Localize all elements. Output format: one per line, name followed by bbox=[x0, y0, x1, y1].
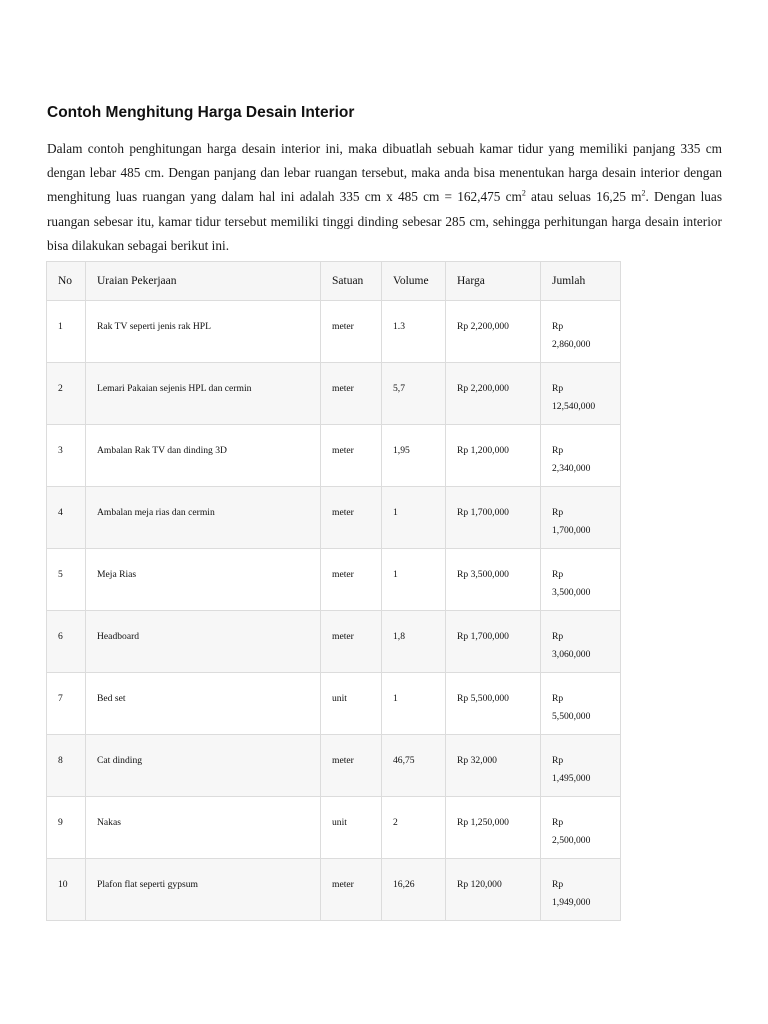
cell-jumlah bbox=[541, 797, 621, 859]
cell-satuan: unit bbox=[321, 673, 382, 735]
intro-superscript-1: 2 bbox=[521, 188, 526, 198]
cell-satuan: meter bbox=[321, 363, 382, 425]
jumlah-value: 1,495,000 bbox=[552, 773, 591, 784]
cell-uraian: Bed set bbox=[86, 673, 321, 735]
jumlah-value: 1,700,000 bbox=[552, 525, 591, 536]
cell-harga: Rp 1,250,000 bbox=[446, 797, 541, 859]
cell-volume: 16,26 bbox=[382, 859, 446, 921]
table-row bbox=[47, 673, 621, 735]
header-satuan: Satuan bbox=[321, 262, 382, 301]
intro-paragraph bbox=[47, 137, 722, 258]
cell-no: 9 bbox=[47, 797, 86, 859]
intro-text-part3: . Dengan luas ruangan sebesar itu, kamar tidur tersebut memiliki tinggi dinding sebesar 285 cm, sehingga perhitungan harga desain interior bisa dilakukan sebagai berikut ini. bbox=[47, 189, 722, 253]
cell-jumlah bbox=[541, 363, 621, 425]
cell-volume: 1,8 bbox=[382, 611, 446, 673]
cell-uraian: Ambalan meja rias dan cermin bbox=[86, 487, 321, 549]
cell-satuan: unit bbox=[321, 797, 382, 859]
table-row bbox=[47, 425, 621, 487]
table-row bbox=[47, 301, 621, 363]
cell-uraian: Cat dinding bbox=[86, 735, 321, 797]
jumlah-currency: Rp bbox=[552, 569, 564, 580]
cell-satuan: meter bbox=[321, 611, 382, 673]
cell-jumlah bbox=[541, 611, 621, 673]
cell-jumlah bbox=[541, 487, 621, 549]
table-row bbox=[47, 735, 621, 797]
cell-volume: 2 bbox=[382, 797, 446, 859]
table-row bbox=[47, 363, 621, 425]
jumlah-value: 2,860,000 bbox=[552, 339, 591, 350]
intro-superscript-2: 2 bbox=[641, 188, 646, 198]
cell-no: 4 bbox=[47, 487, 86, 549]
cell-no: 6 bbox=[47, 611, 86, 673]
jumlah-value: 3,060,000 bbox=[552, 649, 591, 660]
jumlah-value: 12,540,000 bbox=[552, 401, 596, 412]
cell-uraian: Meja Rias bbox=[86, 549, 321, 611]
intro-text-part1: Dalam contoh penghitungan harga desain interior ini, maka dibuatlah sebuah kamar tidur yang memiliki panjang 335 cm dengan lebar 485 cm. Dengan panjang dan lebar ruangan tersebut, maka anda bisa menentukan harga desain interior dengan menghitung luas ruangan yang dalam hal ini adalah 335 cm x 485 cm = 162,475 cm bbox=[47, 141, 722, 205]
cell-volume: 5,7 bbox=[382, 363, 446, 425]
cell-volume: 1 bbox=[382, 673, 446, 735]
cell-uraian: Plafon flat seperti gypsum bbox=[86, 859, 321, 921]
cell-harga: Rp 3,500,000 bbox=[446, 549, 541, 611]
table-row bbox=[47, 487, 621, 549]
jumlah-currency: Rp bbox=[552, 445, 564, 456]
jumlah-currency: Rp bbox=[552, 383, 564, 394]
cell-uraian: Nakas bbox=[86, 797, 321, 859]
cell-harga: Rp 2,200,000 bbox=[446, 363, 541, 425]
cell-jumlah bbox=[541, 735, 621, 797]
header-no: No bbox=[47, 262, 86, 301]
cell-no: 8 bbox=[47, 735, 86, 797]
cost-table bbox=[46, 261, 621, 921]
jumlah-currency: Rp bbox=[552, 879, 564, 890]
intro-text-part2: atau seluas 16,25 m bbox=[525, 189, 642, 205]
jumlah-currency: Rp bbox=[552, 693, 564, 704]
cell-satuan: meter bbox=[321, 487, 382, 549]
cell-harga: Rp 1,700,000 bbox=[446, 611, 541, 673]
cell-harga: Rp 5,500,000 bbox=[446, 673, 541, 735]
cell-jumlah bbox=[541, 673, 621, 735]
cell-jumlah bbox=[541, 859, 621, 921]
cell-volume: 1,95 bbox=[382, 425, 446, 487]
header-volume: Volume bbox=[382, 262, 446, 301]
header-uraian: Uraian Pekerjaan bbox=[86, 262, 321, 301]
cell-satuan: meter bbox=[321, 735, 382, 797]
table-row bbox=[47, 549, 621, 611]
cell-no: 7 bbox=[47, 673, 86, 735]
cell-harga: Rp 1,700,000 bbox=[446, 487, 541, 549]
jumlah-value: 5,500,000 bbox=[552, 711, 591, 722]
page-title: Contoh Menghitung Harga Desain Interior bbox=[47, 104, 355, 121]
cell-uraian: Headboard bbox=[86, 611, 321, 673]
header-harga: Harga bbox=[446, 262, 541, 301]
cell-harga: Rp 120,000 bbox=[446, 859, 541, 921]
cell-satuan: meter bbox=[321, 549, 382, 611]
cell-uraian: Ambalan Rak TV dan dinding 3D bbox=[86, 425, 321, 487]
cell-satuan: meter bbox=[321, 425, 382, 487]
cell-harga: Rp 1,200,000 bbox=[446, 425, 541, 487]
cell-satuan: meter bbox=[321, 301, 382, 363]
jumlah-currency: Rp bbox=[552, 321, 564, 332]
header-jumlah: Jumlah bbox=[541, 262, 621, 301]
cell-no: 10 bbox=[47, 859, 86, 921]
jumlah-value: 2,500,000 bbox=[552, 835, 591, 846]
jumlah-currency: Rp bbox=[552, 817, 564, 828]
cell-volume: 1 bbox=[382, 487, 446, 549]
jumlah-currency: Rp bbox=[552, 631, 564, 642]
table-row bbox=[47, 611, 621, 673]
cell-no: 1 bbox=[47, 301, 86, 363]
cell-uraian: Rak TV seperti jenis rak HPL bbox=[86, 301, 321, 363]
cell-volume: 46,75 bbox=[382, 735, 446, 797]
cell-jumlah bbox=[541, 301, 621, 363]
table-row bbox=[47, 797, 621, 859]
table-row bbox=[47, 859, 621, 921]
cell-jumlah bbox=[541, 549, 621, 611]
jumlah-value: 3,500,000 bbox=[552, 587, 591, 598]
cell-no: 2 bbox=[47, 363, 86, 425]
cell-volume: 1 bbox=[382, 549, 446, 611]
jumlah-value: 1,949,000 bbox=[552, 897, 591, 908]
cell-no: 3 bbox=[47, 425, 86, 487]
cell-no: 5 bbox=[47, 549, 86, 611]
jumlah-value: 2,340,000 bbox=[552, 463, 591, 474]
cell-volume: 1.3 bbox=[382, 301, 446, 363]
cell-harga: Rp 2,200,000 bbox=[446, 301, 541, 363]
cell-harga: Rp 32,000 bbox=[446, 735, 541, 797]
jumlah-currency: Rp bbox=[552, 507, 564, 518]
cell-satuan: meter bbox=[321, 859, 382, 921]
table-header-row bbox=[47, 262, 621, 301]
cell-jumlah bbox=[541, 425, 621, 487]
cell-uraian: Lemari Pakaian sejenis HPL dan cermin bbox=[86, 363, 321, 425]
jumlah-currency: Rp bbox=[552, 755, 564, 766]
